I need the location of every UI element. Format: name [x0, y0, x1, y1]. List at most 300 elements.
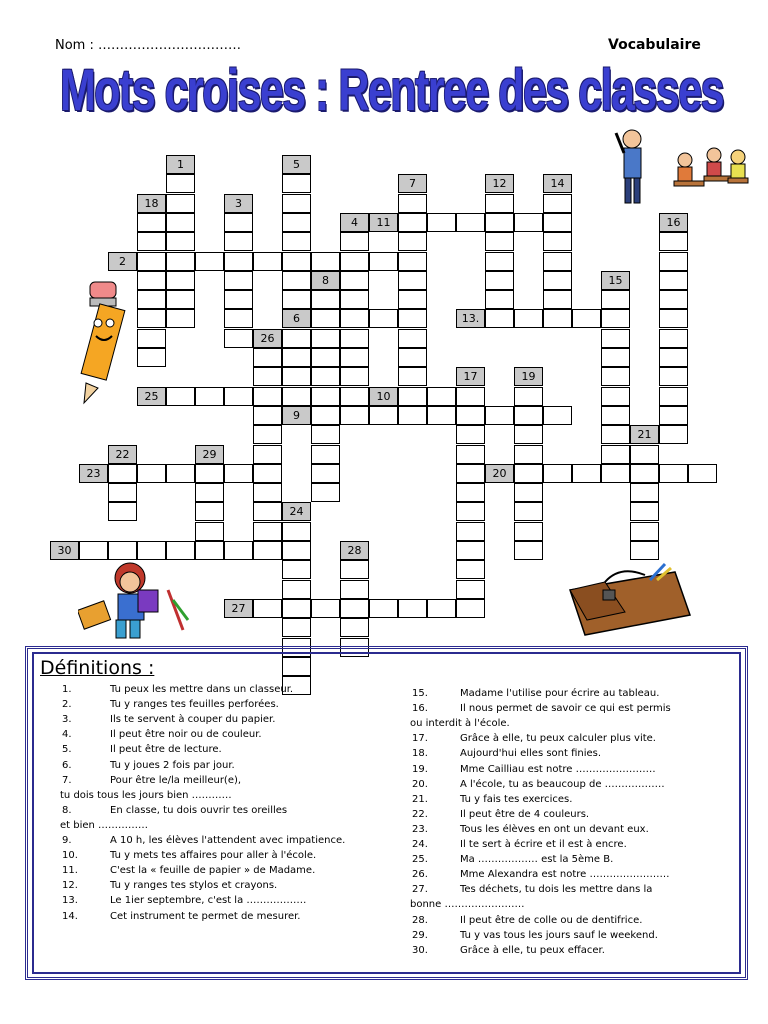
clue-number-cell: 28	[340, 541, 369, 560]
definition-number: 21.	[412, 793, 428, 805]
crossword-cell[interactable]	[282, 252, 311, 271]
crossword-cell[interactable]	[659, 271, 688, 290]
crossword-cell[interactable]	[485, 406, 514, 425]
definition-text: Tu y vas tous les jours sauf le weekend.	[460, 929, 658, 941]
crossword-cell[interactable]	[543, 290, 572, 309]
clue-number-cell: 2	[108, 252, 137, 271]
definition-number: 13.	[62, 895, 78, 907]
crossword-cell[interactable]	[311, 464, 340, 483]
clue-number-cell: 18	[137, 194, 166, 213]
crossword-cell[interactable]	[282, 290, 311, 309]
crossword-cell[interactable]	[253, 387, 282, 406]
crossword-cell[interactable]	[282, 329, 311, 348]
crossword-cell[interactable]	[659, 367, 688, 386]
clue-number-cell: 15	[601, 271, 630, 290]
crossword-cell[interactable]	[659, 387, 688, 406]
crossword-cell[interactable]	[369, 309, 398, 328]
definition-number: 14.	[62, 910, 78, 922]
definition-item	[62, 805, 287, 816]
clue-number-cell: 26	[253, 329, 282, 348]
crossword-cell[interactable]	[427, 213, 456, 232]
crossword-cell[interactable]	[543, 252, 572, 271]
crossword-cell[interactable]	[572, 464, 601, 483]
crossword-cell[interactable]	[340, 580, 369, 599]
crossword-cell[interactable]	[398, 599, 427, 618]
definition-text: Pour être le/la meilleur(e),	[110, 774, 242, 786]
clue-number-cell: 21	[630, 425, 659, 444]
clue-number-cell: 16	[659, 213, 688, 232]
crossword-cell[interactable]	[456, 599, 485, 618]
definition-item	[62, 835, 345, 846]
definition-item	[62, 775, 241, 786]
clue-number-cell: 11	[369, 213, 398, 232]
definition-text: Il te sert à écrire et il est à encre.	[460, 839, 627, 850]
crossword-cell[interactable]	[311, 348, 340, 367]
crossword-cell[interactable]	[137, 329, 166, 348]
crossword-cell[interactable]	[224, 387, 253, 406]
definition-text: Tes déchets, tu dois les mettre dans la	[460, 884, 653, 896]
crossword-cell[interactable]	[195, 541, 224, 560]
definition-item	[412, 703, 671, 714]
definition-number: 27.	[412, 884, 428, 896]
crossword-cell[interactable]	[514, 445, 543, 464]
crossword-cell[interactable]	[514, 425, 543, 444]
crossword-cell[interactable]	[224, 329, 253, 348]
crossword-cell[interactable]	[456, 580, 485, 599]
definition-item	[60, 790, 232, 801]
definition-number: 17.	[412, 733, 428, 745]
crossword-cell[interactable]	[601, 309, 630, 328]
clue-number-cell: 17	[456, 367, 485, 386]
crossword-cell[interactable]	[601, 425, 630, 444]
crossword-cell[interactable]	[282, 194, 311, 213]
crossword-cell[interactable]	[456, 425, 485, 444]
definition-text: Il peut être de lecture.	[110, 744, 222, 756]
crossword-cell[interactable]	[282, 271, 311, 290]
crossword-cell[interactable]	[282, 522, 311, 541]
crossword-cell[interactable]	[514, 406, 543, 425]
definition-text: Tu y ranges tes feuilles perforées.	[110, 699, 279, 711]
clue-number-cell: 20	[485, 464, 514, 483]
clue-number-cell: 10	[369, 387, 398, 406]
crossword-cell[interactable]	[398, 309, 427, 328]
clue-number-cell: 23	[79, 464, 108, 483]
crossword-cell[interactable]	[282, 348, 311, 367]
crossword-cell[interactable]	[485, 232, 514, 251]
crossword-cell[interactable]	[253, 252, 282, 271]
crossword-cell[interactable]	[340, 406, 369, 425]
crossword-cell[interactable]	[282, 541, 311, 560]
crossword-cell[interactable]	[543, 232, 572, 251]
crossword-cell[interactable]	[166, 194, 195, 213]
crossword-cell[interactable]	[601, 348, 630, 367]
definition-item	[62, 880, 277, 891]
crossword-cell[interactable]	[108, 541, 137, 560]
crossword-cell[interactable]	[340, 560, 369, 579]
crossword-cell[interactable]	[166, 290, 195, 309]
crossword-cell[interactable]	[195, 387, 224, 406]
clue-number-cell: 19	[514, 367, 543, 386]
definition-text: Ma ……………… est la 5ème B.	[460, 854, 614, 866]
crossword-cell[interactable]	[601, 367, 630, 386]
definition-number: 3.	[62, 714, 72, 726]
crossword-cell[interactable]	[543, 213, 572, 232]
crossword-cell[interactable]	[630, 445, 659, 464]
crossword-cell[interactable]	[601, 329, 630, 348]
crossword-cell[interactable]	[166, 271, 195, 290]
clue-number-cell: 1	[166, 155, 195, 174]
definition-text: Tu y joues 2 fois par jour.	[110, 759, 235, 771]
definition-text: Mme Alexandra est notre ……………………	[460, 869, 670, 881]
crossword-cell[interactable]	[137, 213, 166, 232]
definition-number: 1.	[62, 684, 72, 695]
crossword-cell[interactable]	[253, 541, 282, 560]
definition-item	[412, 869, 670, 880]
crossword-cell[interactable]	[514, 309, 543, 328]
definition-text: En classe, tu dois ouvrir tes oreilles	[110, 804, 288, 816]
crossword-cell[interactable]	[224, 232, 253, 251]
name-field[interactable]: Nom : ……………………………	[55, 38, 241, 53]
crossword-cell[interactable]	[485, 194, 514, 213]
definition-item	[412, 930, 658, 941]
crossword-cell[interactable]	[427, 599, 456, 618]
pencil-character-clipart	[78, 278, 128, 408]
crossword-cell[interactable]	[340, 329, 369, 348]
definition-number: 5.	[62, 744, 72, 756]
definition-text: Aujourd'hui elles sont finies.	[460, 748, 602, 760]
clue-number-cell: 27	[224, 599, 253, 618]
crossword-cell[interactable]	[137, 232, 166, 251]
crossword-cell[interactable]	[340, 618, 369, 637]
definition-text: Tu peux les mettre dans un classeur.	[110, 684, 294, 695]
definition-item	[62, 865, 315, 876]
definition-number: 10.	[62, 850, 78, 862]
crossword-cell[interactable]	[340, 348, 369, 367]
definition-item	[62, 699, 279, 710]
crossword-cell[interactable]	[485, 309, 514, 328]
crossword-cell[interactable]	[630, 483, 659, 502]
definition-item	[412, 764, 656, 775]
crossword-cell[interactable]	[630, 541, 659, 560]
definition-number: 6.	[62, 759, 72, 771]
crossword-cell[interactable]	[311, 309, 340, 328]
crossword-cell[interactable]	[224, 309, 253, 328]
crossword-cell[interactable]	[137, 290, 166, 309]
crossword-cell[interactable]	[282, 599, 311, 618]
crossword-cell[interactable]	[659, 232, 688, 251]
definition-text: Tu y fais tes exercices.	[460, 793, 573, 805]
definition-item	[412, 794, 572, 805]
crossword-cell[interactable]	[601, 290, 630, 309]
crossword-cell[interactable]	[311, 406, 340, 425]
crossword-cell[interactable]	[398, 406, 427, 425]
crossword-cell[interactable]	[311, 387, 340, 406]
crossword-cell[interactable]	[398, 348, 427, 367]
crossword-cell[interactable]	[311, 599, 340, 618]
crossword-cell[interactable]	[514, 522, 543, 541]
crossword-cell[interactable]	[340, 599, 369, 618]
definition-item	[412, 824, 649, 835]
crossword-cell[interactable]	[253, 445, 282, 464]
crossword-cell[interactable]	[253, 367, 282, 386]
crossword-cell[interactable]	[224, 290, 253, 309]
crossword-cell[interactable]	[543, 309, 572, 328]
crossword-cell[interactable]	[659, 252, 688, 271]
definition-item	[412, 884, 652, 895]
clue-number-cell: 5	[282, 155, 311, 174]
crossword-cell[interactable]	[253, 464, 282, 483]
crossword-cell[interactable]	[485, 213, 514, 232]
crossword-cell[interactable]	[137, 271, 166, 290]
clue-number-cell: 4	[340, 213, 369, 232]
crossword-cell[interactable]	[79, 541, 108, 560]
crossword-cell[interactable]	[311, 290, 340, 309]
crossword-cell[interactable]	[485, 290, 514, 309]
crossword-cell[interactable]	[427, 406, 456, 425]
crossword-cell[interactable]	[456, 483, 485, 502]
crossword-cell[interactable]	[282, 618, 311, 637]
crossword-cell[interactable]	[456, 406, 485, 425]
crossword-cell[interactable]	[456, 213, 485, 232]
crossword-cell[interactable]	[659, 309, 688, 328]
crossword-cell[interactable]	[137, 541, 166, 560]
crossword-cell[interactable]	[485, 252, 514, 271]
crossword-cell[interactable]	[311, 483, 340, 502]
crossword-cell[interactable]	[282, 580, 311, 599]
school-satchel-clipart	[565, 560, 695, 640]
definition-text: Il nous permet de savoir ce qui est permis	[460, 703, 671, 715]
crossword-cell[interactable]	[311, 252, 340, 271]
definition-item	[412, 733, 656, 744]
crossword-cell[interactable]	[601, 464, 630, 483]
crossword-cell[interactable]	[398, 232, 427, 251]
crossword-cell[interactable]	[543, 194, 572, 213]
definition-item	[412, 809, 589, 820]
crossword-cell[interactable]	[340, 290, 369, 309]
crossword-cell[interactable]	[311, 445, 340, 464]
crossword-cell[interactable]	[137, 464, 166, 483]
crossword-cell[interactable]	[572, 309, 601, 328]
crossword-cell[interactable]	[166, 387, 195, 406]
crossword-cell[interactable]	[282, 213, 311, 232]
crossword-cell[interactable]	[340, 271, 369, 290]
crossword-cell[interactable]	[137, 348, 166, 367]
crossword-cell[interactable]	[514, 464, 543, 483]
crossword-cell[interactable]	[630, 502, 659, 521]
crossword-cell[interactable]	[195, 483, 224, 502]
clue-number-cell: 22	[108, 445, 137, 464]
definition-text: Il peut être de colle ou de dentifrice.	[460, 914, 643, 926]
crossword-cell[interactable]	[166, 213, 195, 232]
definition-number: 12.	[62, 880, 78, 892]
crossword-cell[interactable]	[195, 522, 224, 541]
crossword-cell[interactable]	[601, 445, 630, 464]
clue-number-cell: 30	[50, 541, 79, 560]
crossword-cell[interactable]	[340, 232, 369, 251]
definition-item	[410, 718, 510, 729]
definition-text: et bien ……………	[60, 819, 149, 831]
definition-item	[412, 748, 601, 759]
definition-number: 24.	[412, 839, 428, 850]
definition-text: tu dois tous les jours bien …………	[60, 789, 232, 801]
crossword-cell[interactable]	[282, 367, 311, 386]
definition-item	[412, 854, 613, 865]
crossword-cell[interactable]	[282, 387, 311, 406]
crossword-cell[interactable]	[398, 213, 427, 232]
crossword-cell[interactable]	[224, 464, 253, 483]
crossword-cell[interactable]	[137, 252, 166, 271]
definition-item	[60, 820, 148, 831]
crossword-cell[interactable]	[253, 483, 282, 502]
crossword-cell[interactable]	[137, 309, 166, 328]
crossword-cell[interactable]	[282, 232, 311, 251]
definition-text: Mme Cailliau est notre ……………………	[460, 763, 656, 775]
crossword-cell[interactable]	[253, 425, 282, 444]
crossword-cell[interactable]	[398, 271, 427, 290]
crossword-cell[interactable]	[398, 329, 427, 348]
crossword-cell[interactable]	[369, 406, 398, 425]
definition-item	[412, 915, 642, 926]
page-title: Mots croises : Rentree des classes	[60, 58, 723, 123]
crossword-cell[interactable]	[398, 252, 427, 271]
crossword-cell[interactable]	[398, 387, 427, 406]
crossword-cell[interactable]	[340, 367, 369, 386]
definition-number: 15.	[412, 688, 428, 699]
clue-number-cell: 24	[282, 502, 311, 521]
crossword-cell[interactable]	[340, 309, 369, 328]
crossword-cell[interactable]	[369, 599, 398, 618]
crossword-cell[interactable]	[253, 599, 282, 618]
crossword-cell[interactable]	[514, 502, 543, 521]
crossword-cell[interactable]	[224, 541, 253, 560]
crossword-cell[interactable]	[456, 541, 485, 560]
clue-number-cell: 7	[398, 174, 427, 193]
clue-number-cell: 13.	[456, 309, 485, 328]
definition-item	[410, 899, 524, 910]
crossword-cell[interactable]	[659, 425, 688, 444]
definition-text: A 10 h, les élèves l'attendent avec impatience.	[110, 835, 346, 846]
crossword-cell[interactable]	[659, 406, 688, 425]
clue-number-cell: 25	[137, 387, 166, 406]
crossword-cell[interactable]	[224, 213, 253, 232]
crossword-cell[interactable]	[195, 502, 224, 521]
girl-with-books-clipart	[78, 560, 193, 645]
crossword-cell[interactable]	[224, 271, 253, 290]
crossword-cell[interactable]	[108, 464, 137, 483]
crossword-cell[interactable]	[427, 387, 456, 406]
crossword-cell[interactable]	[340, 387, 369, 406]
definition-text: ou interdit à l'école.	[410, 718, 510, 730]
crossword-cell[interactable]	[456, 560, 485, 579]
crossword-cell[interactable]	[253, 406, 282, 425]
crossword-cell[interactable]	[601, 387, 630, 406]
definition-item	[62, 895, 306, 906]
crossword-cell[interactable]	[311, 329, 340, 348]
crossword-cell[interactable]	[543, 271, 572, 290]
definition-item	[412, 945, 605, 956]
definition-item	[62, 714, 275, 725]
crossword-cell[interactable]	[659, 348, 688, 367]
crossword-cell[interactable]	[456, 387, 485, 406]
definition-item	[62, 760, 235, 771]
crossword-cell[interactable]	[543, 464, 572, 483]
crossword-cell[interactable]	[398, 194, 427, 213]
crossword-cell[interactable]	[311, 425, 340, 444]
definition-number: 22.	[412, 808, 428, 820]
crossword-cell[interactable]	[688, 464, 717, 483]
crossword-cell[interactable]	[514, 213, 543, 232]
crossword-cell[interactable]	[166, 541, 195, 560]
definition-text: C'est la « feuille de papier » de Madame.	[110, 865, 316, 877]
crossword-cell[interactable]	[456, 522, 485, 541]
definition-item	[62, 850, 316, 861]
crossword-cell[interactable]	[659, 290, 688, 309]
definition-number: 2.	[62, 699, 72, 711]
crossword-cell[interactable]	[456, 464, 485, 483]
crossword-cell[interactable]	[166, 464, 195, 483]
crossword-cell[interactable]	[369, 252, 398, 271]
document-category: Vocabulaire	[608, 37, 701, 53]
clue-number-cell: 6	[282, 309, 311, 328]
crossword-cell[interactable]	[253, 502, 282, 521]
crossword-cell[interactable]	[195, 252, 224, 271]
crossword-cell[interactable]	[224, 252, 253, 271]
definition-text: Le 1ier septembre, c'est la ………………	[110, 895, 307, 907]
definition-item	[412, 688, 659, 699]
crossword-cell[interactable]	[282, 560, 311, 579]
crossword-cell[interactable]	[659, 329, 688, 348]
definition-number: 4.	[62, 729, 72, 741]
crossword-cell[interactable]	[253, 522, 282, 541]
teacher-and-pupils-clipart	[610, 125, 750, 210]
crossword-cell[interactable]	[456, 502, 485, 521]
crossword-cell[interactable]	[630, 464, 659, 483]
crossword-cell[interactable]	[108, 502, 137, 521]
crossword-cell[interactable]	[166, 232, 195, 251]
definition-text: Tu y mets tes affaires pour aller à l'école.	[110, 850, 317, 862]
definition-number: 20.	[412, 778, 428, 790]
crossword-cell[interactable]	[340, 252, 369, 271]
crossword-cell[interactable]	[514, 541, 543, 560]
crossword-cell[interactable]	[195, 464, 224, 483]
definition-number: 8.	[62, 804, 72, 816]
crossword-cell[interactable]	[282, 174, 311, 193]
definition-item	[62, 729, 262, 740]
crossword-cell[interactable]	[514, 483, 543, 502]
definition-text: Il peut être de 4 couleurs.	[460, 808, 590, 820]
clue-number-cell: 14	[543, 174, 572, 193]
crossword-cell[interactable]	[601, 406, 630, 425]
crossword-cell[interactable]	[543, 406, 572, 425]
crossword-cell[interactable]	[514, 387, 543, 406]
crossword-cell[interactable]	[311, 367, 340, 386]
crossword-cell[interactable]	[166, 174, 195, 193]
crossword-cell[interactable]	[108, 483, 137, 502]
crossword-cell[interactable]	[253, 348, 282, 367]
clue-number-cell: 29	[195, 445, 224, 464]
crossword-cell[interactable]	[398, 290, 427, 309]
crossword-cell[interactable]	[485, 271, 514, 290]
crossword-cell[interactable]	[630, 522, 659, 541]
crossword-cell[interactable]	[398, 367, 427, 386]
crossword-cell[interactable]	[456, 445, 485, 464]
clue-number-cell: 12	[485, 174, 514, 193]
definition-text: Madame l'utilise pour écrire au tableau.	[460, 688, 660, 699]
crossword-cell[interactable]	[166, 309, 195, 328]
crossword-cell[interactable]	[659, 464, 688, 483]
definition-number: 30.	[412, 944, 428, 956]
crossword-cell[interactable]	[166, 252, 195, 271]
